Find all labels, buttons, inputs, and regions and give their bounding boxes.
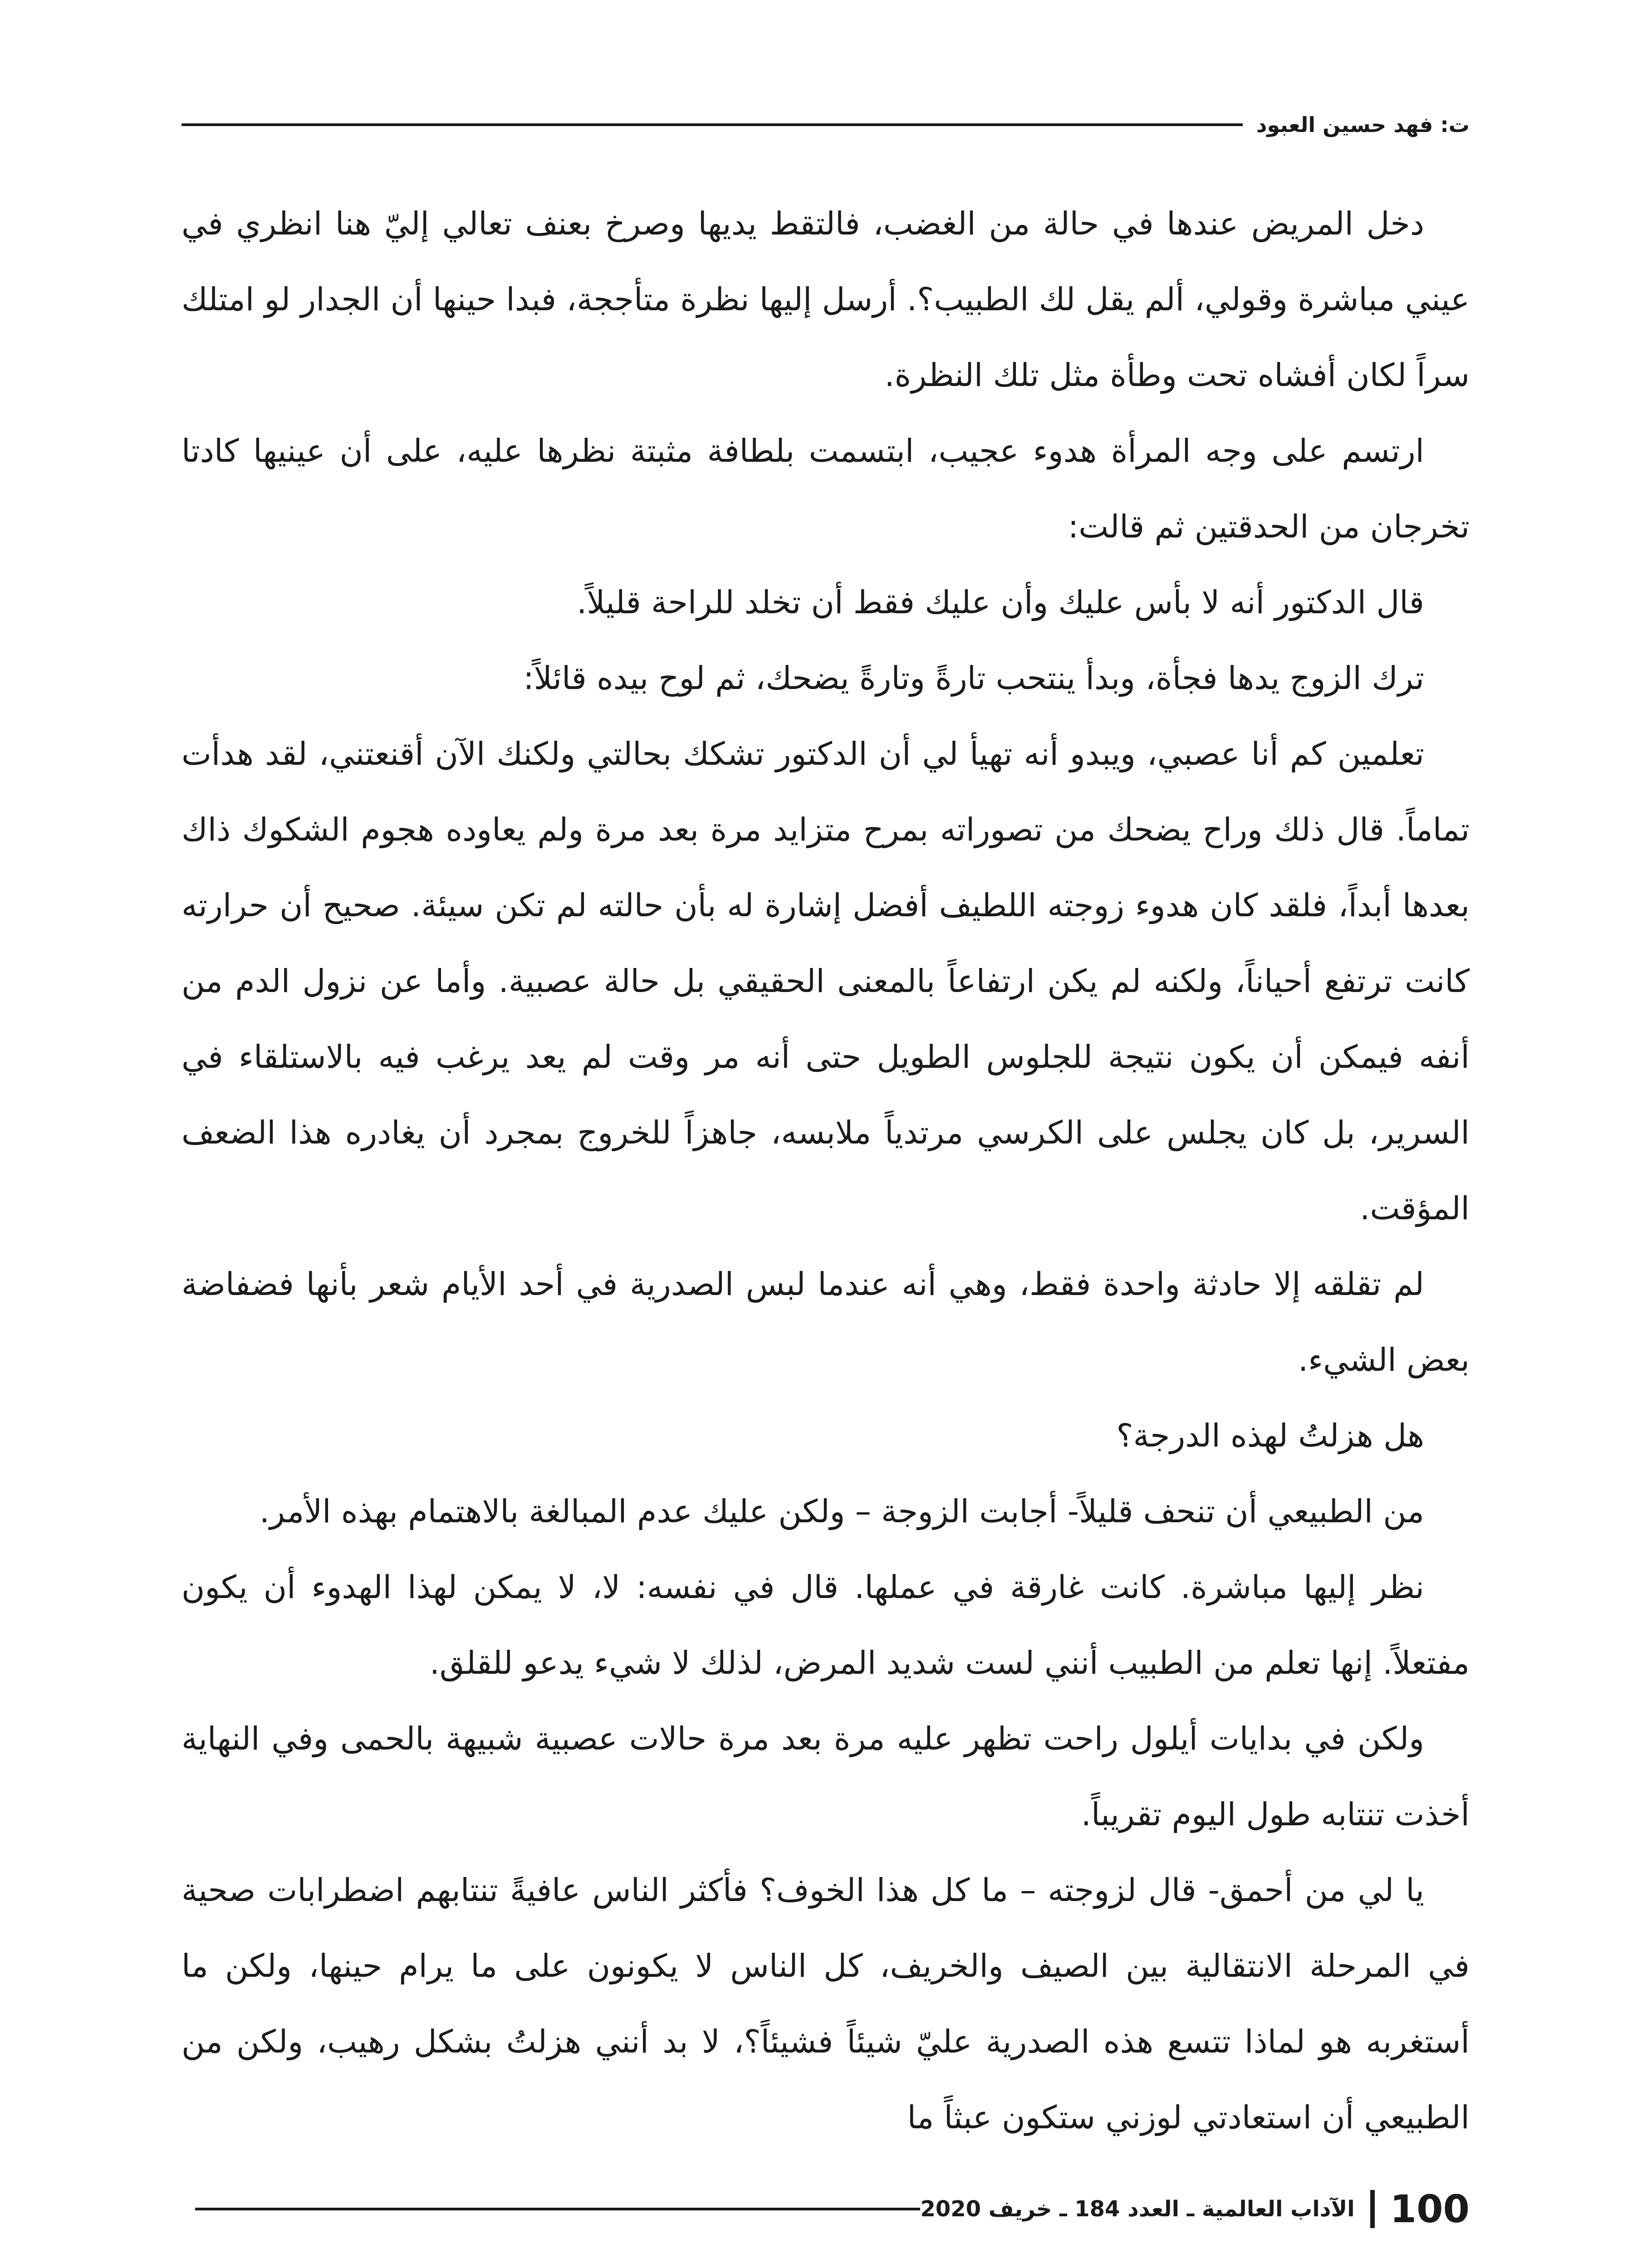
paragraph: نظر إليها مباشرة. كانت غارقة في عملها. قال في نفسه: لا، لا يمكن لهذا الهدوء أن يكون مفتعلاً. إنها تعلم من الطبيب أنني لست شديد المرض، لذلك لا شيء يدعو للقلق. — [181, 1569, 1470, 1681]
running-header — [181, 107, 1470, 143]
translator-credit: ت: فهد حسين العبود — [1256, 112, 1470, 137]
header-rule — [181, 123, 1243, 126]
article-body — [181, 186, 1470, 2156]
paragraph: من الطبيعي أن تنحف قليلاً- أجابت الزوجة – ولكن عليك عدم المبالغة بالاهتمام بهذه الأمر. — [259, 1493, 1424, 1530]
paragraph: ترك الزوج يدها فجأة، وبدأ ينتحب تارةً وتارةً يضحك، ثم لوح بيده قائلاً: — [523, 660, 1424, 697]
paragraph: ارتسم على وجه المرأة هدوء عجيب، ابتسمت بلطافة مثبتة نظرها عليه، على أن عينيها كادتا تخرجان من الحدقتين ثم قالت: — [181, 432, 1470, 545]
page-number: 100 — [1390, 2187, 1470, 2231]
footer-separator-bar — [1370, 2190, 1375, 2228]
footer-rule — [195, 2208, 920, 2210]
page-footer — [181, 2182, 1470, 2236]
paragraph: يا لي من أحمق- قال لزوجته – ما كل هذا الخوف؟ فأكثر الناس عافيةً تنتابهم اضطرابات صحية في المرحلة الانتقالية بين الصيف والخريف، كل الناس لا يكونون على ما يرام حينها، ولكن ما أستغربه هو لماذا تتسع هذه الصدرية عليّ شيئاً فشيئاً؟، لا بد أنني هزلتُ بشكل رهيب، ولكن من الطبيعي أن استعادتي لوزني ستكون عبثاً ما — [181, 1872, 1470, 2136]
paragraph: دخل المريض عندها في حالة من الغضب، فالتقط يديها وصرخ بعنف تعالي إليّ هنا انظري في عيني مباشرة وقولي، ألم يقل لك الطبيب؟. أرسل إليها نظرة متأججة، فبدا حينها أن الجدار لو امتلك سراً لكان أفشاه تحت وطأة مثل تلك النظرة. — [181, 205, 1470, 394]
paragraph: ولكن في بدايات أيلول راحت تظهر عليه مرة بعد مرة حالات عصبية شبيهة بالحمى وفي النهاية أخذت تنتابه طول اليوم تقريباً. — [181, 1720, 1470, 1833]
paragraph: لم تقلقه إلا حادثة واحدة فقط، وهي أنه عندما لبس الصدرية في أحد الأيام شعر بأنها فضفاضة بعض الشيء. — [181, 1266, 1470, 1378]
paragraph: تعلمين كم أنا عصبي، ويبدو أنه تهيأ لي أن الدكتور تشكك بحالتي ولكنك الآن أقنعتني، لقد هدأت تماماً. قال ذلك وراح يضحك من تصوراته بمرح متزايد مرة بعد مرة ولم يعاوده هجوم الشكوك ذاك بعدها أبداً، فلقد كان هدوء زوجته اللطيف أفضل إشارة له بأن حالته لم تكن سيئة. صحيح أن حرارته كانت ترتفع أحياناً، ولكنه لم يكن ارتفاعاً بالمعنى الحقيقي بل حالة عصبية. وأما عن نزول الدم من أنفه فيمكن أن يكون نتيجة للجلوس الطويل حتى أنه مر وقت لم يعد يرغب فيه بالاستلقاء في السرير، بل كان يجلس على الكرسي مرتدياً ملابسه، جاهزاً للخروج بمجرد أن يغادره هذا الضعف المؤقت. — [181, 735, 1470, 1227]
journal-issue-label: الآداب العالمية ـ العدد 184 ـ خريف 2020 — [920, 2196, 1355, 2222]
paragraph: هل هزلتُ لهذه الدرجة؟ — [1116, 1417, 1424, 1454]
paragraph: قال الدكتور أنه لا بأس عليك وأن عليك فقط أن تخلد للراحة قليلاً. — [577, 584, 1424, 621]
